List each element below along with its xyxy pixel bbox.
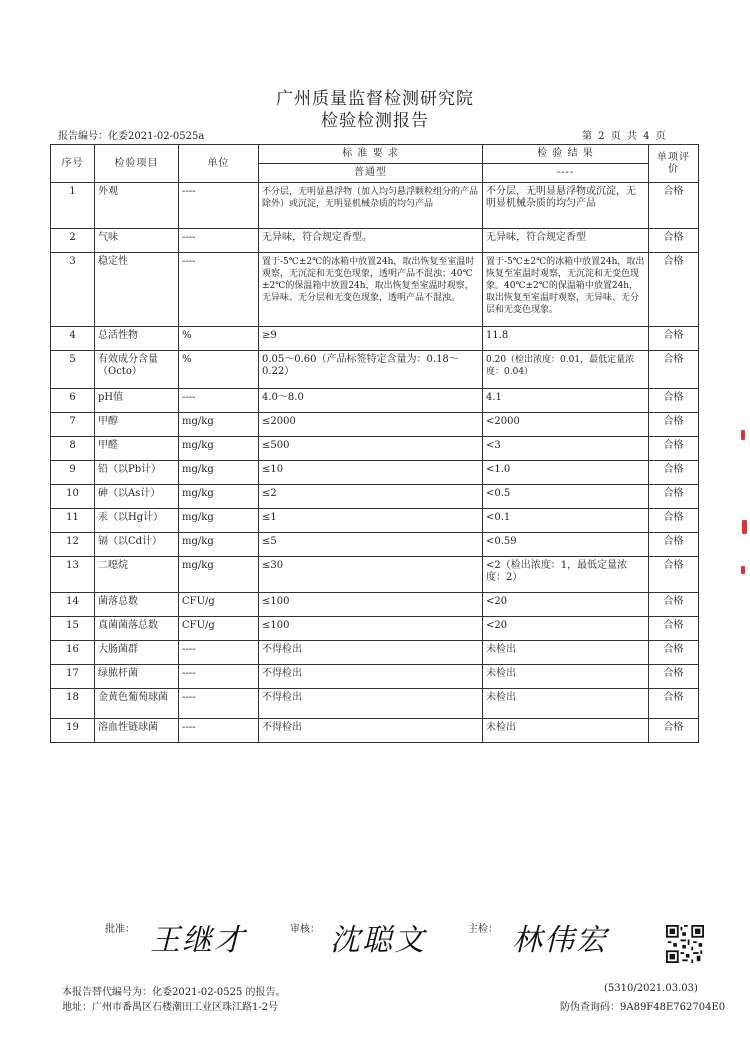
row-evaluation: 合格 [649, 533, 699, 557]
institute-name: 广州质量监督检测研究院 [276, 89, 474, 109]
row-standard: 0.05～0.60（产品标签特定含量为：0.18～0.22） [259, 351, 483, 389]
anti-fake-code [560, 998, 725, 1013]
row-unit: ---- [179, 229, 259, 253]
row-number: 11 [51, 509, 95, 533]
inspect-signature: 林伟宏 [512, 923, 608, 958]
row-result: <2（检出浓度：1，最低定量浓度：2） [483, 557, 649, 593]
row-unit: mg/kg [179, 413, 259, 437]
row-standard: 不得检出 [259, 641, 483, 665]
table-row [51, 351, 699, 389]
row-evaluation: 合格 [649, 389, 699, 413]
row-evaluation: 合格 [649, 351, 699, 389]
row-number: 10 [51, 485, 95, 509]
row-evaluation: 合格 [649, 413, 699, 437]
form-version: (5310/2021.03.03) [604, 983, 698, 994]
row-item: 镉（以Cd计） [95, 533, 179, 557]
row-standard: ≤10 [259, 461, 483, 485]
row-evaluation: 合格 [649, 617, 699, 641]
row-unit: mg/kg [179, 557, 259, 593]
row-evaluation: 合格 [649, 327, 699, 351]
row-evaluation: 合格 [649, 665, 699, 689]
row-result: <20 [483, 617, 649, 641]
row-result: 置于-5℃±2℃的冰箱中放置24h，取出恢复至室温时观察，无沉淀和无变色现象。40℃±2℃的保温箱中放置24h，取出恢复至室温时观察，无异味、无分层和无变色现象。 [483, 253, 649, 327]
row-unit: ---- [179, 183, 259, 229]
row-result: 未检出 [483, 665, 649, 689]
stamp-edge-mark [741, 566, 745, 574]
row-result: <0.5 [483, 485, 649, 509]
row-standard: 不分层，无明显悬浮物（加入均匀悬浮颗粒组分的产品除外）或沉淀，无明显机械杂质的均匀产品 [259, 183, 483, 229]
inspect-label: 主检： [468, 924, 498, 935]
anti-fake-value: 9A89F48E762704E0 [620, 1002, 726, 1013]
row-evaluation: 合格 [649, 509, 699, 533]
table-row [51, 183, 699, 229]
row-evaluation: 合格 [649, 485, 699, 509]
row-item: 外观 [95, 183, 179, 229]
row-unit: mg/kg [179, 485, 259, 509]
row-unit: ---- [179, 719, 259, 743]
row-standard: 置于-5℃±2℃的冰箱中放置24h，取出恢复至室温时观察，无沉淀和无变色现象，透明产品不混浊；40℃±2℃的保温箱中放置24h，取出恢复至室温时观察，无异味、无分层和无变色现象，透明产品不混浊。 [259, 253, 483, 327]
row-item: 气味 [95, 229, 179, 253]
row-evaluation: 合格 [649, 229, 699, 253]
row-standard: 不得检出 [259, 689, 483, 719]
row-result: 4.1 [483, 389, 649, 413]
row-standard: ≤100 [259, 617, 483, 641]
header-unit: 单位 [179, 145, 259, 183]
row-evaluation: 合格 [649, 689, 699, 719]
table-row [51, 413, 699, 437]
row-number: 12 [51, 533, 95, 557]
table-row [51, 461, 699, 485]
row-evaluation: 合格 [649, 719, 699, 743]
row-number: 6 [51, 389, 95, 413]
table-row [51, 689, 699, 719]
row-standard: 不得检出 [259, 665, 483, 689]
table-row [51, 229, 699, 253]
header-standard: 标 准 要 求 [259, 145, 483, 164]
table-row [51, 253, 699, 327]
row-unit: mg/kg [179, 437, 259, 461]
row-item: 菌落总数 [95, 593, 179, 617]
row-result: <3 [483, 437, 649, 461]
row-number: 13 [51, 557, 95, 593]
row-standard: 无异味，符合规定香型。 [259, 229, 483, 253]
row-result: 无异味，符合规定香型 [483, 229, 649, 253]
row-number: 3 [51, 253, 95, 327]
header-evaluation: 单项评价 [649, 145, 699, 183]
approve-label: 批准： [105, 924, 135, 935]
row-item: 大肠菌群 [95, 641, 179, 665]
row-unit: mg/kg [179, 509, 259, 533]
row-unit: mg/kg [179, 461, 259, 485]
row-item: 铅（以Pb计） [95, 461, 179, 485]
row-evaluation: 合格 [649, 557, 699, 593]
row-item: 绿脓杆菌 [95, 665, 179, 689]
table-row [51, 641, 699, 665]
row-result: 未检出 [483, 689, 649, 719]
row-result: <1.0 [483, 461, 649, 485]
qr-code-icon [666, 925, 704, 963]
header-item: 检验项目 [95, 145, 179, 183]
row-unit: ---- [179, 689, 259, 719]
row-result: <20 [483, 593, 649, 617]
anti-fake-label: 防伪查询码： [560, 1002, 620, 1013]
row-standard: ≤500 [259, 437, 483, 461]
row-item: 甲醇 [95, 413, 179, 437]
row-number: 4 [51, 327, 95, 351]
table-row [51, 327, 699, 351]
table-row [51, 593, 699, 617]
table-row [51, 617, 699, 641]
row-item: 溶血性链球菌 [95, 719, 179, 743]
row-unit: % [179, 327, 259, 351]
row-evaluation: 合格 [649, 461, 699, 485]
table-row [51, 437, 699, 461]
table-row [51, 557, 699, 593]
row-standard: ≤100 [259, 593, 483, 617]
row-number: 9 [51, 461, 95, 485]
row-unit: mg/kg [179, 533, 259, 557]
row-number: 5 [51, 351, 95, 389]
row-item: 有效成分含量（Octo） [95, 351, 179, 389]
row-number: 19 [51, 719, 95, 743]
stamp-edge-mark [741, 430, 745, 440]
row-result: 未检出 [483, 719, 649, 743]
report-number [58, 127, 204, 142]
row-number: 1 [51, 183, 95, 229]
row-number: 16 [51, 641, 95, 665]
review-label: 审核： [290, 924, 320, 935]
row-standard: ≤2 [259, 485, 483, 509]
replacement-note: 本报告替代编号为：化委2021-02-0525 的报告。 [62, 987, 286, 998]
row-evaluation: 合格 [649, 437, 699, 461]
report-number-label: 报告编号： [58, 131, 108, 142]
row-number: 14 [51, 593, 95, 617]
row-result: 不分层，无明显悬浮物或沉淀，无明显机械杂质的均匀产品 [483, 183, 649, 229]
row-item: 真菌菌落总数 [95, 617, 179, 641]
row-standard: 不得检出 [259, 719, 483, 743]
row-item: 砷（以As计） [95, 485, 179, 509]
row-standard: 4.0～8.0 [259, 389, 483, 413]
row-evaluation: 合格 [649, 183, 699, 229]
row-unit: ---- [179, 665, 259, 689]
row-result: <0.59 [483, 533, 649, 557]
subheader-standard: 普通型 [259, 164, 483, 183]
row-standard: ≤2000 [259, 413, 483, 437]
row-evaluation: 合格 [649, 641, 699, 665]
row-standard: ≤1 [259, 509, 483, 533]
page-info: 第 2 页 共 4 页 [582, 131, 666, 142]
table-row [51, 533, 699, 557]
row-number: 2 [51, 229, 95, 253]
row-unit: CFU/g [179, 617, 259, 641]
row-standard: ≤30 [259, 557, 483, 593]
row-item: 汞（以Hg计） [95, 509, 179, 533]
row-unit: ---- [179, 641, 259, 665]
row-standard: ≥9 [259, 327, 483, 351]
row-item: 金黄色葡萄球菌 [95, 689, 179, 719]
inspection-table [50, 144, 699, 743]
header-result: 检 验 结 果 [483, 145, 649, 164]
table-row [51, 389, 699, 413]
row-result: <2000 [483, 413, 649, 437]
approve-signature: 王继才 [150, 923, 246, 958]
stamp-edge-mark [742, 520, 747, 534]
table-row [51, 485, 699, 509]
row-result: 11.8 [483, 327, 649, 351]
row-number: 17 [51, 665, 95, 689]
table-row [51, 719, 699, 743]
row-number: 15 [51, 617, 95, 641]
row-unit: CFU/g [179, 593, 259, 617]
row-unit: ---- [179, 253, 259, 327]
row-unit: ---- [179, 389, 259, 413]
row-item: 二噁烷 [95, 557, 179, 593]
row-number: 18 [51, 689, 95, 719]
table-row [51, 665, 699, 689]
row-evaluation: 合格 [649, 593, 699, 617]
table-row [51, 509, 699, 533]
row-result: 0.20（检出浓度：0.01，最低定量浓度：0.04） [483, 351, 649, 389]
report-number-value: 化委2021-02-0525a [108, 131, 205, 142]
address: 地址：广州市番禺区石楼潮田工业区珠江路1-2号 [62, 1002, 279, 1013]
row-result: <0.1 [483, 509, 649, 533]
row-item: 甲醛 [95, 437, 179, 461]
header-seq: 序号 [51, 145, 95, 183]
row-evaluation: 合格 [649, 253, 699, 327]
review-signature: 沈聪文 [330, 923, 426, 958]
row-item: pH值 [95, 389, 179, 413]
row-item: 总活性物 [95, 327, 179, 351]
row-unit: % [179, 351, 259, 389]
row-standard: ≤5 [259, 533, 483, 557]
subheader-result: ---- [483, 164, 649, 183]
row-result: 未检出 [483, 641, 649, 665]
row-number: 7 [51, 413, 95, 437]
row-number: 8 [51, 437, 95, 461]
document-title: 检验检测报告 [321, 111, 429, 131]
row-item: 稳定性 [95, 253, 179, 327]
